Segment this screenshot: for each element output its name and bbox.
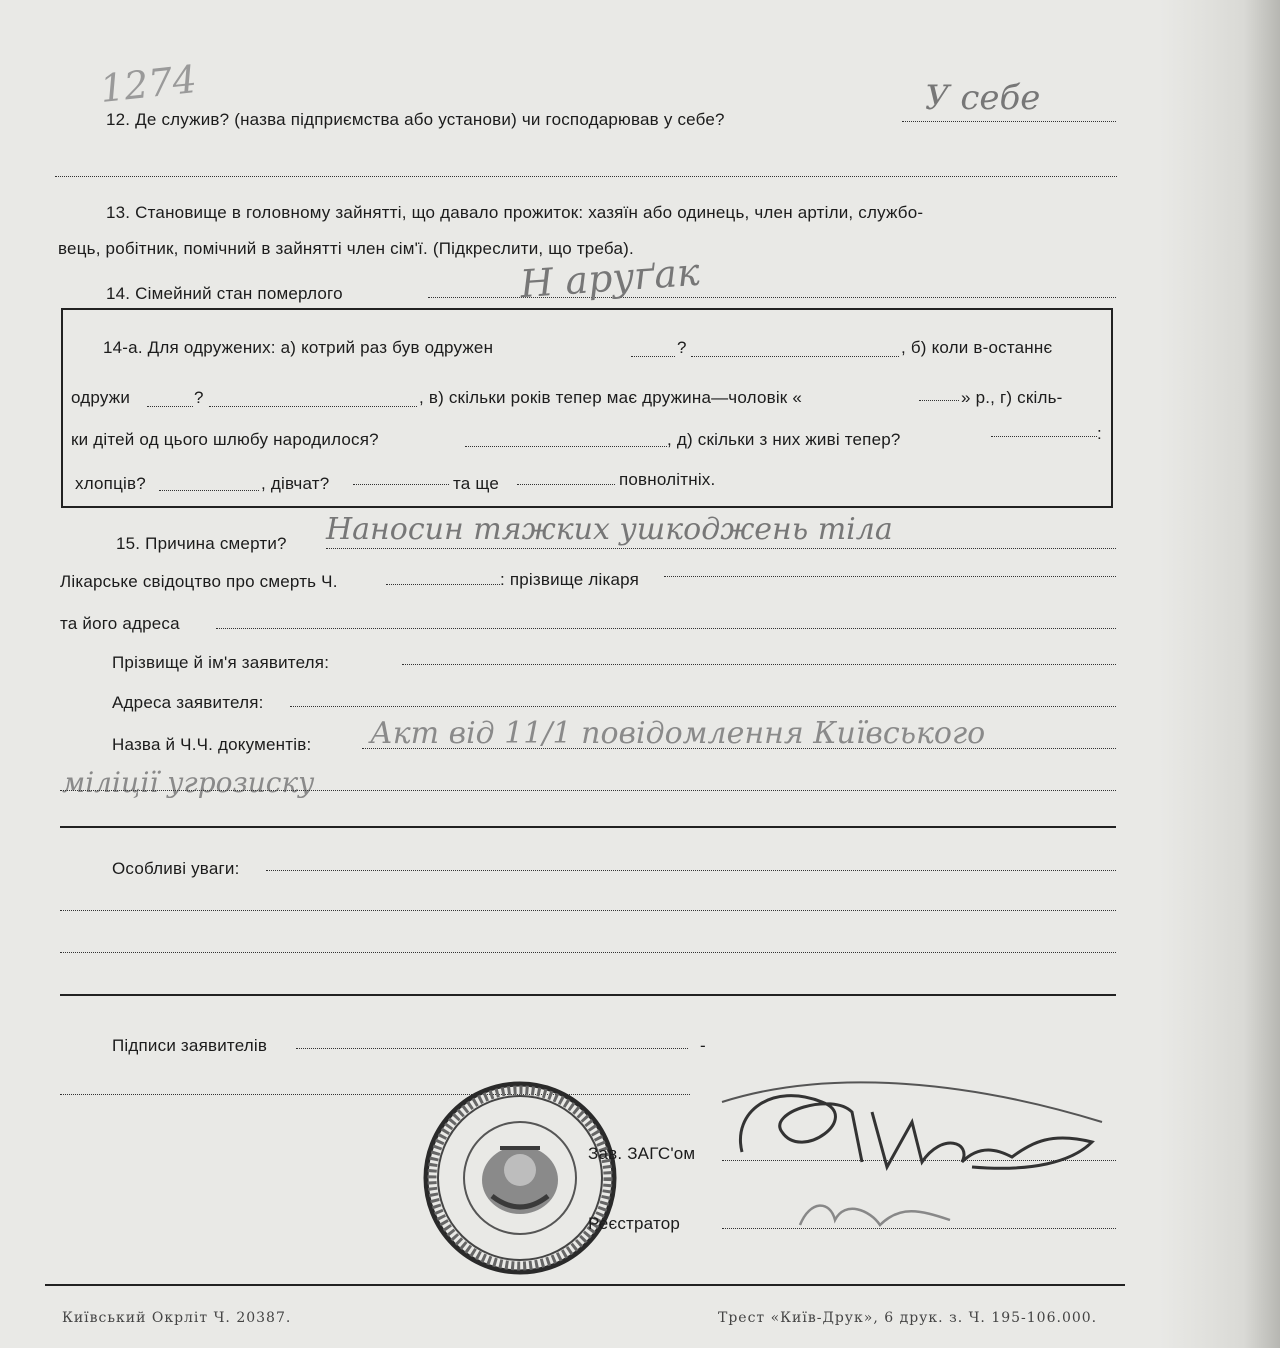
q12-label: 12. Де служив? (назва підприємства або установи) чи господарював у себе? xyxy=(106,110,725,129)
q14-label: 14. Сімейний стан померлого xyxy=(106,284,343,303)
q14a-line4-b: , дівчат? xyxy=(261,474,330,493)
signatures-dash: - xyxy=(700,1036,706,1055)
q14a-times-married-field xyxy=(631,356,675,357)
notes-line-2 xyxy=(60,910,1116,911)
q12-answer: У себе xyxy=(925,78,1041,118)
q14a-spouse-age-field xyxy=(919,400,959,401)
doctor-address-field xyxy=(216,628,1116,629)
q13-line2: вець, робітник, помічний в зайнятті член сім'ї. (Підкреслити, що треба). xyxy=(58,239,634,258)
registrar-label: Реєстратор xyxy=(588,1214,681,1233)
q15-answer-line xyxy=(326,548,1116,549)
q14a-line2-c: , в) скільки років тепер має дружина—чоловік « xyxy=(419,388,803,407)
q14a-line3-c: : xyxy=(1097,424,1102,443)
q13-line1: 13. Становище в головному зайнятті, що давало прожиток: хазяїн або одинець, член артіли, службо- xyxy=(106,203,924,222)
q14a-children-alive-field xyxy=(991,436,1097,437)
q15-answer: Наносин тяжких ушкоджень тіла xyxy=(326,512,893,547)
q14a-line2-d: » р., г) скіль- xyxy=(961,388,1063,407)
documents-separator xyxy=(60,826,1116,828)
documents-field xyxy=(362,748,1116,749)
q14a-adults-field xyxy=(517,484,615,485)
zags-head-signature xyxy=(712,1072,1112,1192)
applicant-name-field xyxy=(402,664,1116,665)
notes-label: Особливі уваги: xyxy=(112,859,240,878)
q14a-line4-a: хлопців? xyxy=(75,474,146,493)
footer-rule xyxy=(45,1284,1125,1286)
q14a-line1-a: 14-а. Для одружених: а) котрий раз був одружен xyxy=(103,338,494,357)
applicant-signatures-field xyxy=(296,1048,688,1049)
q12-continuation-line xyxy=(55,176,1117,177)
q14a-last-married-field xyxy=(147,406,193,407)
q14a-girls-field xyxy=(353,484,449,485)
zags-head-label: Зав. ЗАГС'ом xyxy=(588,1144,696,1163)
official-stamp-seal xyxy=(420,1078,620,1278)
paper-edge-shadow xyxy=(1160,0,1280,1348)
q14a-line4-c: та ще xyxy=(453,474,500,493)
notes-line-3 xyxy=(60,952,1116,953)
medical-certificate-number-field xyxy=(386,584,500,585)
q14a-line3-b: , д) скільки з них живі тепер? xyxy=(667,430,901,449)
q14a-children-born-field xyxy=(465,446,667,447)
q14a-line1-c: , б) коли в-останнє xyxy=(901,338,1053,357)
q14a-line2-b: ? xyxy=(194,388,204,407)
medical-certificate-label: Лікарське свідоцтво про смерть Ч. xyxy=(60,572,338,591)
q14a-line4-d: повнолітніх. xyxy=(619,470,716,489)
footer-right-imprint: Трест «Київ-Друк», 6 друк. з. Ч. 195-106.000. xyxy=(718,1310,1098,1326)
notes-separator xyxy=(60,994,1116,996)
q14a-line1-b: ? xyxy=(677,338,687,357)
doctor-surname-label: : прізвище лікаря xyxy=(500,570,640,589)
q12-answer-line xyxy=(902,121,1116,122)
notes-field xyxy=(266,870,1116,871)
q14a-boys-field-line xyxy=(159,490,259,491)
doctor-surname-field xyxy=(664,576,1116,577)
registrar-signature xyxy=(790,1190,960,1240)
documents-answer: Акт від 11/1 повідомлення Київського xyxy=(370,716,986,751)
documents-continuation-line xyxy=(60,790,1116,791)
q15-label: 15. Причина смерти? xyxy=(116,534,287,553)
q14a-line2-field xyxy=(209,406,417,407)
applicant-signatures-label: Підписи заявителів xyxy=(112,1036,268,1055)
q14a-line3-a: ки дітей од цього шлюбу народилося? xyxy=(71,430,379,449)
footer-left-imprint: Київський Окрліт Ч. 20387. xyxy=(62,1310,292,1326)
documents-label: Назва й Ч.Ч. документів: xyxy=(112,735,312,754)
q14-answer: Н аруґак xyxy=(518,249,702,307)
margin-note: 1274 xyxy=(97,57,199,111)
applicant-address-field xyxy=(290,706,1116,707)
q14a-line2-a: одружи xyxy=(71,388,131,407)
applicant-address-label: Адреса заявителя: xyxy=(112,693,264,712)
documents-answer-continued: міліції угрозиску xyxy=(62,766,315,799)
doctor-address-label: та його адреса xyxy=(60,614,180,633)
q14a-line1-field xyxy=(691,356,899,357)
q14a-married-section xyxy=(61,308,1113,508)
applicant-name-label: Прізвище й ім'я заявителя: xyxy=(112,653,330,672)
